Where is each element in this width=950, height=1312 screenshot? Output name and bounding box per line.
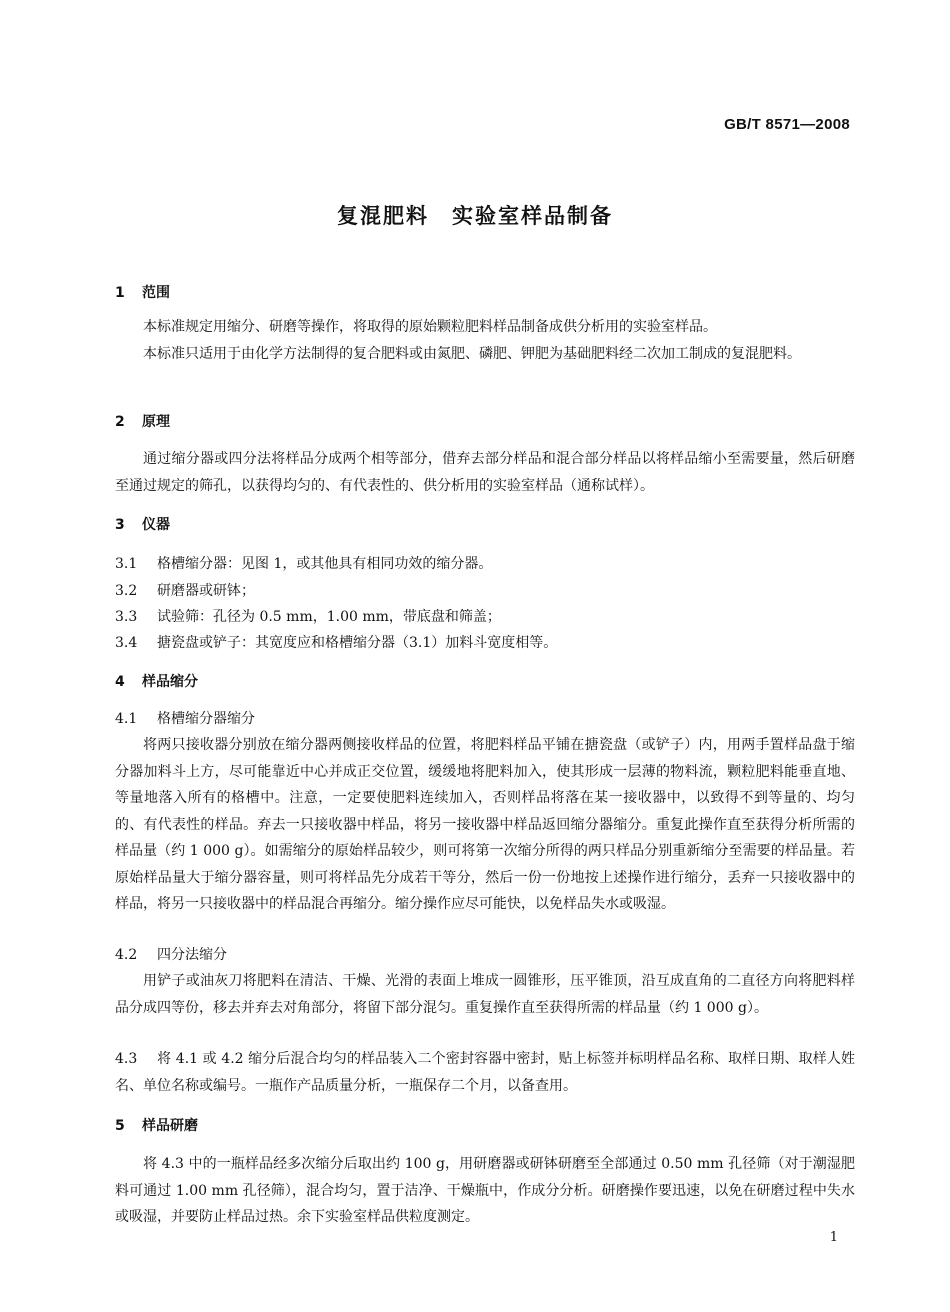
item-number: 3.2 — [115, 583, 138, 599]
item-text: 研磨器或研钵； — [157, 583, 255, 599]
section-1-heading — [115, 280, 855, 307]
page-number: 1 — [829, 1230, 838, 1245]
item-text: 格槽缩分器：见图 1，或其他具有相同功效的缩分器。 — [157, 556, 493, 572]
item-3-2 — [115, 578, 855, 605]
section-number: 4 — [115, 674, 125, 690]
item-number: 3.4 — [115, 635, 138, 651]
section-number: 1 — [115, 285, 125, 301]
section-2-heading — [115, 409, 855, 436]
section-1-paragraph-1: 本标准规定用缩分、研磨等操作，将取得的原始颗粒肥料样品制备成供分析用的实验室样品。 — [143, 319, 717, 335]
subsection-4-1-heading — [115, 706, 855, 733]
section-5-heading — [115, 1113, 855, 1140]
section-4-heading — [115, 669, 855, 696]
subsection-title: 格槽缩分器缩分 — [157, 711, 255, 727]
item-text: 试验筛：孔径为 0.5 mm，1.00 mm，带底盘和筛盖； — [157, 609, 501, 625]
subsection-4-2-heading — [115, 942, 855, 969]
item-number: 3.3 — [115, 609, 138, 625]
item-3-4 — [115, 630, 855, 657]
section-title: 样品研磨 — [142, 1118, 198, 1134]
section-3-heading — [115, 512, 855, 539]
section-title: 仪器 — [142, 517, 170, 533]
section-5-paragraph-1: 将 4.3 中的一瓶样品经多次缩分后取出约 100 g，用研磨器或研钵研磨至全部通过 0.50 mm 孔径筛（对于潮湿肥料可通过 1.00 mm 孔径筛），混合均匀，置于洁净、干燥瓶中，作成分分析。研磨操作要迅速，以免在研磨过程中失水或吸湿，并要防止样品过热。余下实验室样品供粒度测定。 — [115, 1156, 855, 1225]
subsection-title: 四分法缩分 — [157, 947, 227, 963]
document-title: 复混肥料 实验室样品制备 — [337, 204, 613, 228]
section-title: 原理 — [142, 414, 170, 430]
section-1-paragraph-2: 本标准只适用于由化学方法制得的复合肥料或由氮肥、磷肥、钾肥为基础肥料经二次加工制成的复混肥料。 — [143, 346, 801, 362]
item-number: 3.1 — [115, 556, 138, 572]
section-title: 范围 — [142, 285, 170, 301]
section-number: 2 — [115, 414, 125, 430]
subsection-number: 4.3 — [115, 1051, 138, 1067]
subsection-text: 将 4.1 或 4.2 缩分后混合均匀的样品装入二个密封容器中密封，贴上标签并标明样品名称、取样日期、取样人姓名、单位名称或编号。一瓶作产品质量分析，一瓶保存二个月，以备查用。 — [115, 1051, 855, 1094]
subsection-number: 4.1 — [115, 711, 138, 727]
subsection-4-3 — [115, 1046, 855, 1099]
section-number: 3 — [115, 517, 125, 533]
item-3-3 — [115, 604, 855, 631]
standard-code: GB/T 8571—2008 — [724, 116, 850, 133]
subsection-number: 4.2 — [115, 947, 138, 963]
section-title: 样品缩分 — [142, 674, 198, 690]
subsection-4-2-text: 用铲子或油灰刀将肥料在清洁、干燥、光滑的表面上堆成一圆锥形，压平锥顶，沿互成直角的二直径方向将肥料样品分成四等份，移去并弃去对角部分，将留下部分混匀。重复操作直至获得所需的样品量（约 1 000 g）。 — [115, 973, 855, 1016]
subsection-4-1-text: 将两只接收器分别放在缩分器两侧接收样品的位置，将肥料样品平铺在搪瓷盘（或铲子）内，用两手置样品盘于缩分器加料斗上方，尽可能靠近中心并成正交位置，缓缓地将肥料加入，使其形成一层薄的物料流，颗粒肥料能垂直地、等量地落入所有的格槽中。注意，一定要使肥料连续加入，否则样品将落在某一接收器中，以致得不到等量的、均匀的、有代表性的样品。弃去一只接收器中样品，将另一接收器中样品返回缩分器缩分。重复此操作直至获得分析所需的样品量（约 1 000 g）。如需缩分的原始样品较少，则可将第一次缩分所得的两只样品分别重新缩分至需要的样品量。若原始样品量大于缩分器容量，则可将样品先分成若干等分，然后一份一份地按上述操作进行缩分，丢弃一只接收器中的样品，将另一只接收器中的样品混合再缩分。缩分操作应尽可能快，以免样品失水或吸湿。 — [115, 737, 855, 912]
item-text: 搪瓷盘或铲子：其宽度应和格槽缩分器（3.1）加料斗宽度相等。 — [157, 635, 558, 651]
section-2-paragraph-1: 通过缩分器或四分法将样品分成两个相等部分，借弃去部分样品和混合部分样品以将样品缩小至需要量，然后研磨至通过规定的筛孔，以获得均匀的、有代表性的、供分析用的实验室样品（通称试样）。 — [115, 451, 855, 494]
section-number: 5 — [115, 1118, 125, 1134]
item-3-1 — [115, 551, 855, 578]
